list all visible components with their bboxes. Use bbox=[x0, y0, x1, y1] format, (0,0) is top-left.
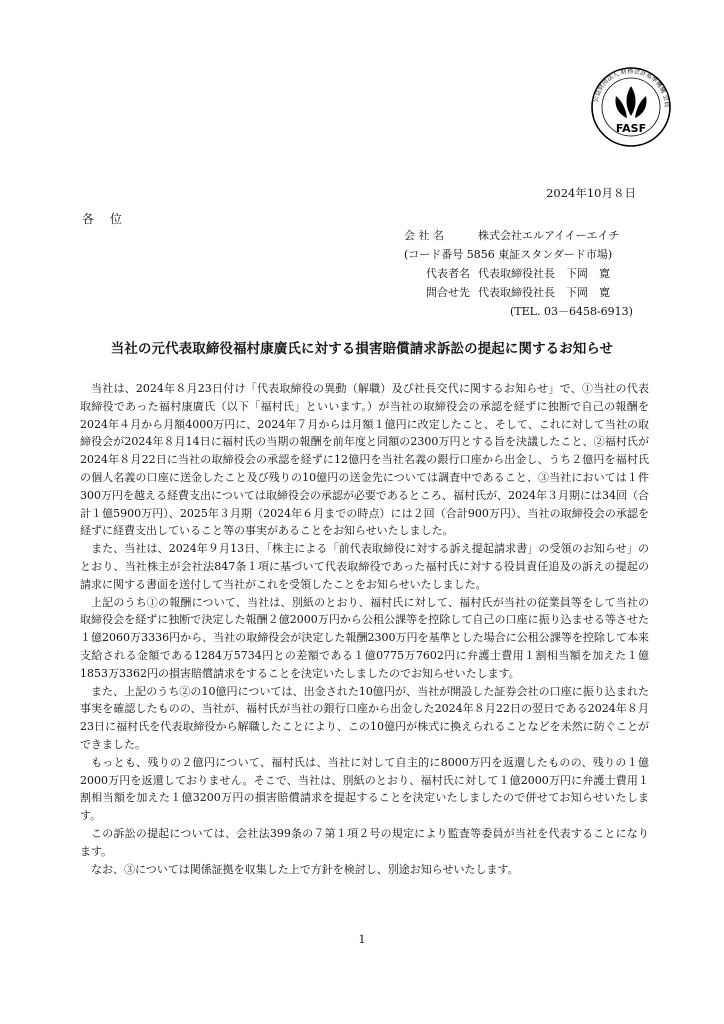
paragraph: この訴訟の提起については、会社法399条の７第１項２号の規定により監査等委員が当社を代表することになります。 bbox=[80, 826, 649, 858]
document-body bbox=[80, 380, 649, 878]
contact-value: 代表取締役社長 下岡 寛 bbox=[478, 286, 610, 299]
company-info bbox=[404, 226, 633, 321]
document-title: 当社の元代表取締役福村康廣氏に対する損害賠償請求訴訟の提起に関するお知らせ bbox=[110, 342, 614, 357]
stock-code-line: (コード番号 5856 東証スタンダード市場) bbox=[404, 248, 613, 261]
paragraph: 当社は、2024年８月23日付け「代表取締役の異動（解職）及び社長交代に関するお知らせ」で、①当社の代表取締役であった福村康廣氏（以下「福村氏」といいます。）が当社の取締役会の承認を経ずに独断で自己の報酬を2024年４月から月額4000万円に、2024年７月からは月額１億円に改定したこと、そして、これに対して当社の取締役会が2024年８月14日に福村氏の当期の報酬を前年度と同額の2300万円とする旨を決議したこと、②福村氏が2024年８月22日に当社の取締役会の承認を経ずに12億円を当社名義の銀行口座から出金し、うち２億円を福村氏の個人名義の口座に送金したこと及び残りの10億円の送金先については調査中であること、③当社においては１件300万円を越える経費支出については取締役会の承認が必要であるところ、福村氏が、2024年３月期には34回（合計１億5900万円）、2025年３月期（2024年６月までの時点）には２回（合計900万円）、当社の取締役会の承認を経ずに経費支出していること等の事実があることをお知らせいたしました。 bbox=[80, 382, 649, 538]
document-date: 2024年10月８日 bbox=[546, 186, 636, 200]
representative-value: 代表取締役社長 下岡 寛 bbox=[478, 267, 610, 280]
page-number: 1 bbox=[358, 933, 366, 946]
logo-org-text: 公益財団法人 財務会計基準機構 会員 bbox=[592, 67, 671, 108]
representative-label: 代表者名 bbox=[426, 267, 470, 280]
paragraph: なお、③については関係証拠を収集した上で方針を検討し、別途お知らせいたします。 bbox=[91, 862, 519, 876]
telephone: (TEL. 03－6458-6913) bbox=[510, 305, 633, 318]
fasf-emblem-icon bbox=[590, 66, 672, 148]
representative-row bbox=[404, 264, 633, 283]
company-name-value: 株式会社エルアイイーエイチ bbox=[478, 229, 620, 242]
paragraph: もっとも、残りの２億円について、福村氏は、当社に対して自主的に8000万円を返還したものの、残りの１億2000万円を返還しておりません。そこで、当社は、別紙のとおり、福村氏に対して１億2000万円に弁護士費用１割相当額を加えた１億3200万円の損害賠償請求を提起することを決定いたしましたので併せてお知らせいたします。 bbox=[80, 755, 649, 823]
logo-acronym: FASF bbox=[615, 122, 647, 135]
paragraph: 上記のうち①の報酬について、当社は、別紙のとおり、福村氏に対して、福村氏が当社の従業員等をして当社の取締役会を経ずに独断で決定した報酬２億2000万円から公租公課等を控除して自己の口座に振り込ませる等させた１億2060万3336円から、当社の取締役会が決定した報酬2300万円を基準とした場合に公租公課等を控除して本来支給される金額である1284万5734円との差額である１億0775万7602円に弁護士費用１割相当額を加えた１億1853万3362円の損害賠償請求をすることを決定いたしましたのでお知らせいたします。 bbox=[80, 595, 649, 680]
addressee: 各 位 bbox=[82, 212, 128, 226]
company-name-row bbox=[404, 226, 633, 245]
paragraph: また、上記のうち②の10億円については、出金された10億円が、当社が開設した証券会社の口座に振り込まれた事実を確認したものの、当社が、福村氏が当社の銀行口座から出金した2024年８月22日の翌日である2024年８月23日に福村氏を代表取締役から解職したことにより、この10億円が株式に換えられることなどを未然に防ぐことができました。 bbox=[80, 684, 649, 751]
company-name-label: 会 社 名 bbox=[404, 229, 444, 242]
paragraph: また、当社は、2024年９月13日、「株主による「前代表取締役に対する訴え提起請求書」の受領のお知らせ」のとおり、当社株主が会社法847条１項に基づいて代表取締役であった福村氏に対する役員責任追及の訴えの提起の請求に関する書面を送付して当社がこれを受領したことをお知らせいたしました。 bbox=[80, 542, 649, 591]
fasf-logo bbox=[590, 66, 672, 148]
contact-row bbox=[404, 283, 633, 302]
contact-label: 問合せ先 bbox=[426, 286, 470, 299]
